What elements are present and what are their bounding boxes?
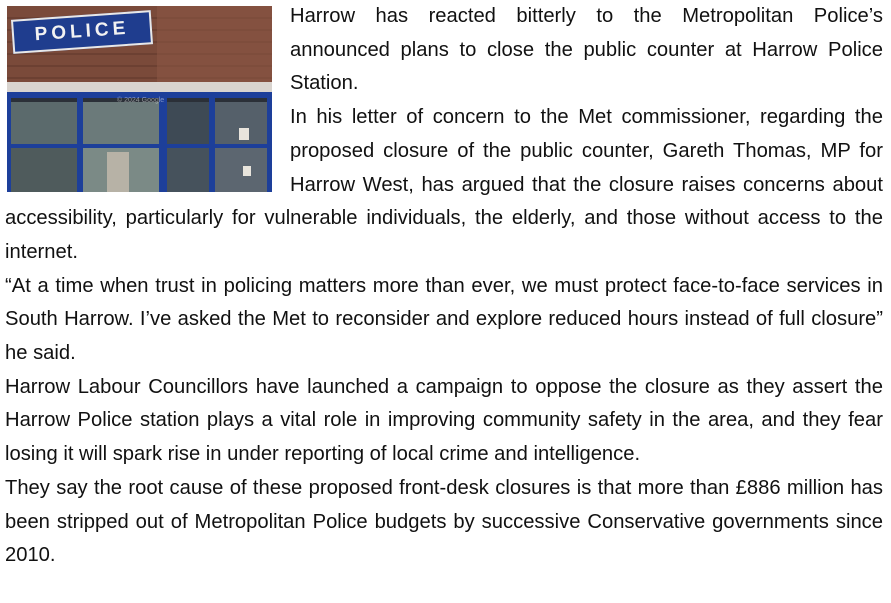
article bbox=[5, 0, 883, 573]
paragraph-intro: Harrow has reacted bitterly to the Metropolitan Police’s announced plans to close the public counter at Harrow Police Station. bbox=[290, 5, 883, 95]
paragraph-quote: “At a time when trust in policing matters more than ever, we must protect face-to-face services in South Harrow. I’ve asked the Met to reconsider and explore reduced hours instead of full closure” he said. bbox=[5, 274, 883, 365]
image-watermark: © 2024 Google bbox=[117, 97, 165, 104]
paragraph-budget: They say the root cause of these proposed front-desk closures is that more than £886 million has been stripped out of Metropolitan Police budgets by successive Conservative governments since 2010. bbox=[5, 476, 883, 567]
police-sign: POLICE bbox=[11, 10, 153, 54]
paragraph-letter: In his letter of concern to the Met commissioner, regarding the proposed closure of the public counter, Gareth Thomas, MP for Harrow West, has argued that the closure raises concerns about accessibility, particularly for vulnerable individuals, the elderly, and those without access to the internet. bbox=[5, 106, 883, 263]
paragraph-campaign: Harrow Labour Councillors have launched a campaign to oppose the closure as they assert the Harrow Police station plays a vital role in improving community safety in the area, and they fear losing it will spark rise in under reporting of local crime and intelligence. bbox=[5, 375, 883, 466]
police-station-photo bbox=[7, 6, 272, 192]
